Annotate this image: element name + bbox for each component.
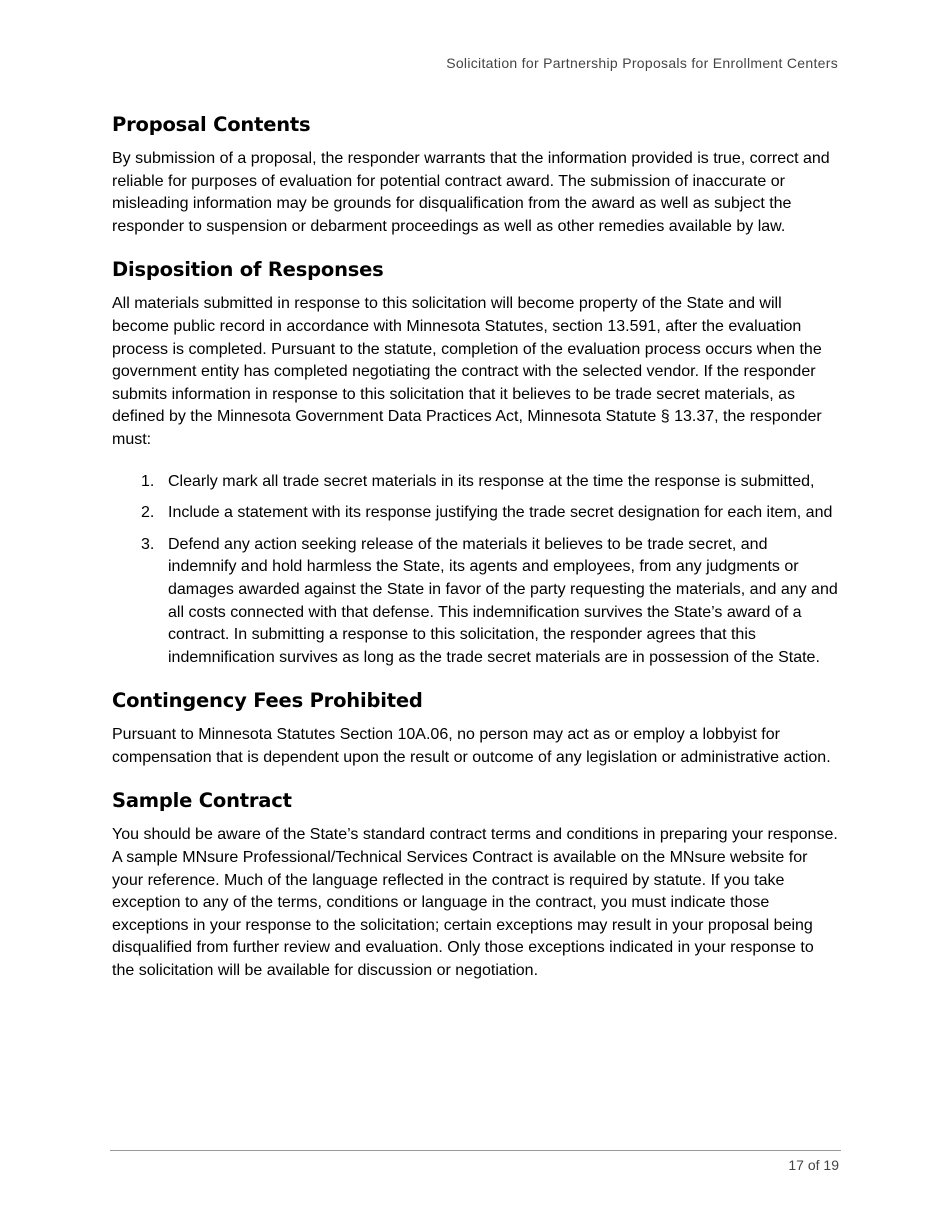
- section-paragraph: You should be aware of the State’s standard contract terms and conditions in preparing your response. A sample MNsure Professional/Technical Services Contract is available on the MNsure website for your reference. Much of the language reflected in the contract is required by statute. If you take exception to any of the terms, conditions or language in the contract, you must indicate those exceptions in your response to the solicitation; certain exceptions may result in your proposal being disqualified from further review and evaluation. Only those exceptions indicated in your response to the solicitation will be available for discussion or negotiation.: [112, 826, 838, 980]
- footer-divider: [110, 1150, 841, 1151]
- list-item: [112, 502, 840, 525]
- page-number: 17 of 19: [788, 1157, 839, 1173]
- list-item: [112, 534, 840, 670]
- section-paragraph: All materials submitted in response to this solicitation will become property of the State and will become public record in accordance with Minnesota Statutes, section 13.591, after the evaluation process is completed. Pursuant to the statute, completion of the evaluation process occurs when the government entity has completed negotiating the contract with the selected vendor. If the responder submits information in response to this solicitation that it believes to be trade secret materials, as defined by the Minnesota Government Data Practices Act, Minnesota Statute § 13.37, the responder must:: [112, 295, 822, 448]
- list-item-number: 2.: [141, 504, 155, 522]
- list-item-number: 3.: [141, 535, 155, 553]
- section-sample-contract: [112, 788, 840, 982]
- section-proposal-contents: [112, 112, 840, 238]
- section-contingency-fees-prohibited: [112, 688, 840, 769]
- list-item-text: Clearly mark all trade secret materials in its response at the time the response is submitted,: [168, 472, 815, 490]
- section-paragraph: By submission of a proposal, the responder warrants that the information provided is true, correct and reliable for purposes of evaluation for potential contract award. The submission of inaccurate or misleading information may be grounds for disqualification from the award as well as subject the responder to suspension or debarment proceedings as well as other remedies available by law.: [112, 150, 830, 235]
- numbered-list: [112, 471, 840, 670]
- list-item: [112, 471, 840, 494]
- section-heading: Proposal Contents: [112, 113, 311, 136]
- list-item-number: 1.: [141, 472, 155, 490]
- running-header: Solicitation for Partnership Proposals for Enrollment Centers: [446, 55, 838, 71]
- list-item-text: Defend any action seeking release of the materials it believes to be trade secret, and indemnify and hold harmless the State, its agents and employees, from any judgments or damages awarded against the State in favor of the party requesting the materials, and any and all costs connected with that defense. This indemnification survives the State’s award of a contract. In submitting a response to this solicitation, the responder agrees that this indemnification survives as long as the trade secret materials are in possession of the State.: [168, 535, 838, 666]
- section-paragraph: Pursuant to Minnesota Statutes Section 10A.06, no person may act as or employ a lobbyist for compensation that is dependent upon the result or outcome of any legislation or administrative action.: [112, 726, 831, 766]
- section-heading: Sample Contract: [112, 789, 292, 813]
- document-body: [112, 112, 840, 1002]
- section-disposition-of-responses: [112, 257, 840, 669]
- section-heading: Contingency Fees Prohibited: [112, 689, 423, 713]
- section-heading: Disposition of Responses: [112, 258, 384, 282]
- list-item-text: Include a statement with its response justifying the trade secret designation for each item, and: [168, 504, 833, 522]
